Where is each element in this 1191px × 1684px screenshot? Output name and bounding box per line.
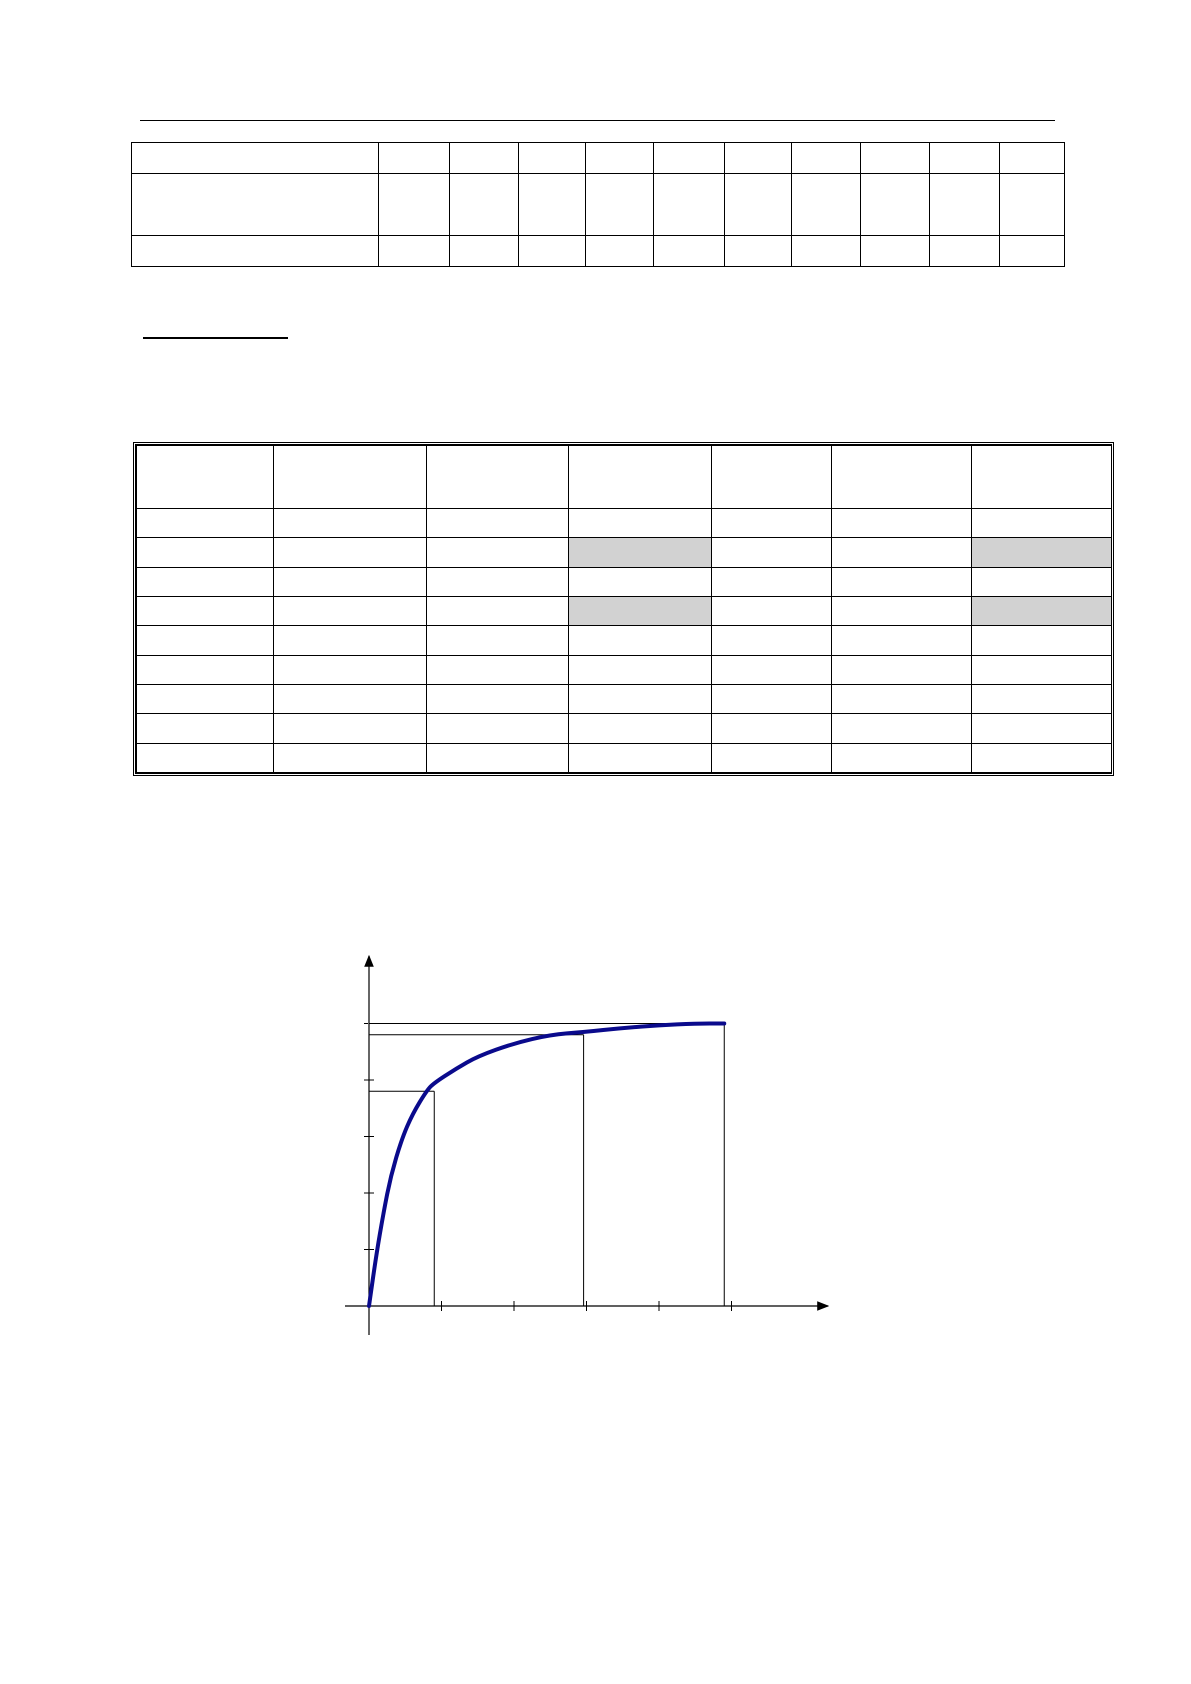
table-main-cell	[569, 446, 712, 509]
table-top-cell	[725, 236, 792, 267]
table-top-cell	[450, 174, 519, 236]
table-main-cell	[832, 626, 972, 655]
table-main-cell	[972, 567, 1112, 596]
table-top-cell	[379, 174, 450, 236]
table-top-cell	[654, 143, 725, 174]
table-top-cell	[1000, 143, 1065, 174]
table-main-cell	[712, 567, 832, 596]
table-main-cell	[569, 714, 712, 743]
table-main-cell	[274, 446, 427, 509]
table-top-cell	[132, 143, 379, 174]
table-main-cell	[832, 684, 972, 713]
section-heading-underline	[143, 337, 288, 339]
table-main-cell	[274, 567, 427, 596]
table-main-cell	[712, 743, 832, 772]
table-main-cell	[712, 655, 832, 684]
table-main-frame	[133, 442, 1114, 776]
table-main-cell	[137, 655, 274, 684]
table-top-cell	[861, 174, 930, 236]
table-top-cell	[654, 236, 725, 267]
table-top-cell	[450, 143, 519, 174]
table-main-row	[137, 538, 1112, 567]
table-main-cell	[137, 596, 274, 625]
table-main-cell	[712, 714, 832, 743]
table-top-cell	[930, 236, 1000, 267]
table-main-cell	[832, 538, 972, 567]
table-main-cell	[569, 626, 712, 655]
table-main-cell	[274, 509, 427, 538]
table-main-cell	[427, 743, 569, 772]
table-main-cell	[972, 626, 1112, 655]
table-main-cell	[569, 743, 712, 772]
table-main-row	[137, 714, 1112, 743]
table-main-row	[137, 446, 1112, 509]
table-top-cell	[132, 174, 379, 236]
table-top-cell	[1000, 174, 1065, 236]
table-main-cell	[832, 446, 972, 509]
table-main-cell	[427, 596, 569, 625]
table-top-cell	[132, 236, 379, 267]
line-chart	[330, 950, 840, 1340]
table-main-cell	[427, 538, 569, 567]
table-top-cell	[519, 143, 586, 174]
table-main-row	[137, 655, 1112, 684]
table-main-cell	[569, 655, 712, 684]
top-rule	[140, 120, 1055, 121]
table-top-cell	[861, 236, 930, 267]
table-main-cell	[427, 714, 569, 743]
table-main-cell	[137, 684, 274, 713]
table-main-cell	[137, 626, 274, 655]
table-top-cell	[519, 174, 586, 236]
table-main-cell	[972, 446, 1112, 509]
table-main-cell	[712, 684, 832, 713]
table-main-cell	[274, 743, 427, 772]
table-main-cell	[972, 509, 1112, 538]
table-main-cell	[712, 626, 832, 655]
table-main-cell	[137, 714, 274, 743]
table-main-cell	[972, 684, 1112, 713]
table-main-cell	[137, 567, 274, 596]
table-main-cell	[274, 714, 427, 743]
table-main-cell	[832, 596, 972, 625]
table-top-cell	[1000, 236, 1065, 267]
table-main-cell	[972, 538, 1112, 567]
table-main-cell	[972, 596, 1112, 625]
table-main-row	[137, 567, 1112, 596]
table-main-row	[137, 626, 1112, 655]
table-top-cell	[379, 143, 450, 174]
table-main-cell	[274, 655, 427, 684]
table-top-row	[132, 236, 1065, 267]
table-main-cell	[427, 655, 569, 684]
table-main-cell	[274, 626, 427, 655]
table-top-row	[132, 143, 1065, 174]
table-main-row	[137, 684, 1112, 713]
table-top-row	[132, 174, 1065, 236]
table-main-cell	[569, 684, 712, 713]
table-main-cell	[569, 567, 712, 596]
table-main-cell	[712, 509, 832, 538]
table-top-cell	[654, 174, 725, 236]
series-line	[369, 1024, 724, 1307]
table-top-cell	[792, 143, 861, 174]
table-top-cell	[519, 236, 586, 267]
table-main-cell	[427, 626, 569, 655]
table-main-cell	[712, 446, 832, 509]
table-main	[136, 445, 1112, 773]
table-top-cell	[792, 236, 861, 267]
table-top-cell	[792, 174, 861, 236]
table-top-cell	[930, 143, 1000, 174]
table-top-cell	[586, 143, 654, 174]
table-top-cell	[586, 236, 654, 267]
table-main-row	[137, 743, 1112, 772]
table-top-cell	[450, 236, 519, 267]
table-top	[131, 142, 1065, 267]
table-main-cell	[274, 538, 427, 567]
table-main-cell	[427, 446, 569, 509]
table-main-cell	[832, 509, 972, 538]
table-top-cell	[725, 174, 792, 236]
table-top-cell	[586, 174, 654, 236]
table-main-cell	[832, 743, 972, 772]
table-main-cell	[427, 567, 569, 596]
table-main-cell	[274, 684, 427, 713]
table-main-cell	[972, 655, 1112, 684]
table-main-cell	[569, 509, 712, 538]
table-main-cell	[712, 596, 832, 625]
table-main-row	[137, 509, 1112, 538]
table-main-row	[137, 596, 1112, 625]
table-main-cell	[832, 655, 972, 684]
table-top-cell	[930, 174, 1000, 236]
table-main-cell	[832, 714, 972, 743]
table-top-cell	[861, 143, 930, 174]
table-main-cell	[972, 743, 1112, 772]
table-main-cell	[712, 538, 832, 567]
table-main-cell	[569, 596, 712, 625]
table-main-cell	[137, 446, 274, 509]
table-main-cell	[137, 538, 274, 567]
table-main-cell	[569, 538, 712, 567]
table-main-cell	[137, 509, 274, 538]
table-main-cell	[972, 714, 1112, 743]
table-main-cell	[137, 743, 274, 772]
table-main-cell	[427, 684, 569, 713]
table-top-cell	[725, 143, 792, 174]
table-main-cell	[832, 567, 972, 596]
table-main-cell	[274, 596, 427, 625]
table-top-cell	[379, 236, 450, 267]
table-main-cell	[427, 509, 569, 538]
